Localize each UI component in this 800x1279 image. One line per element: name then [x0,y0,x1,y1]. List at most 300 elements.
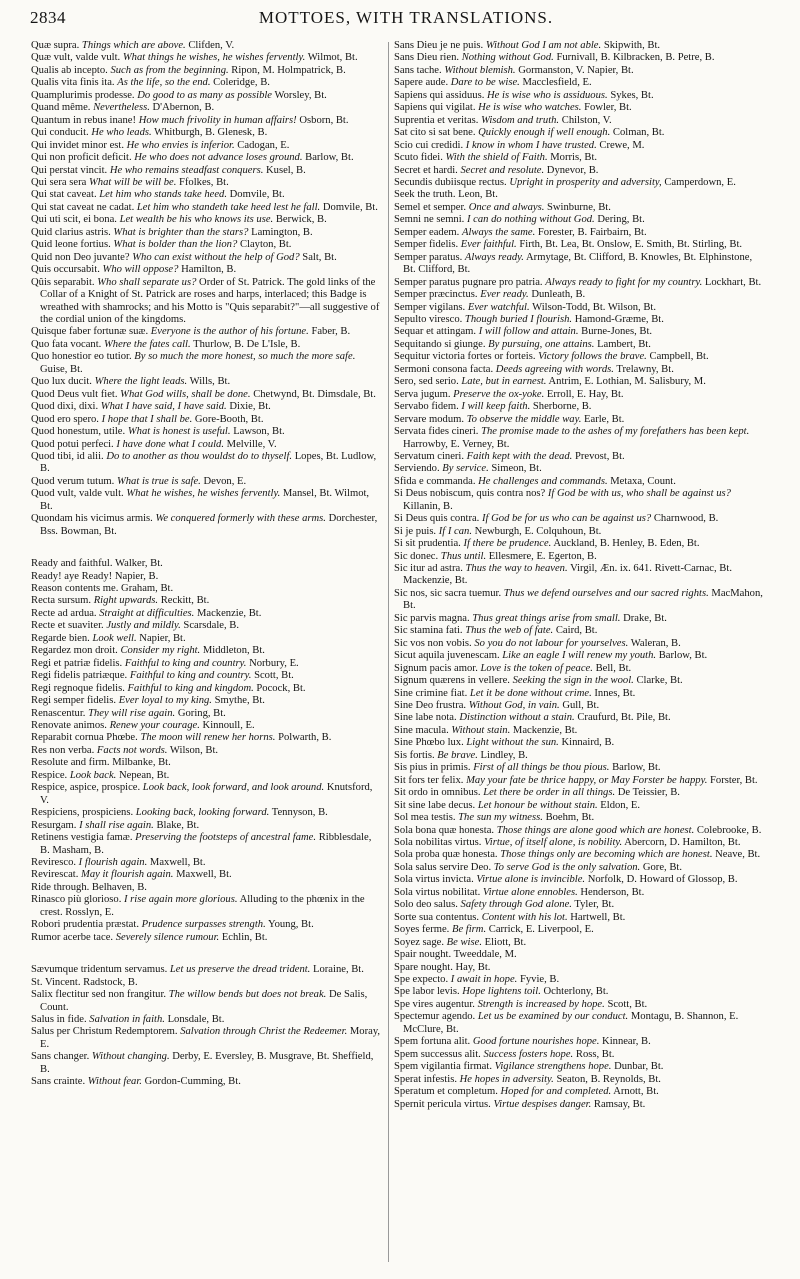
motto-text: Respice, aspice, prospice. [31,782,141,794]
motto-entry [31,989,382,1014]
motto-text: Quod Deus vult fiet. [31,388,118,400]
motto-entry [394,302,766,314]
motto-entry [394,90,766,102]
motto-holder: Antrim, E. Lothian, M. Salisbury, M. [548,376,706,388]
motto-holder: Berwick, B. [275,214,327,226]
motto-entry [394,700,766,712]
motto-holder: Barlow, Bt. [658,650,708,662]
motto-translation: Safety through God alone. [460,899,572,911]
motto-translation: Such as from the beginning. [110,64,229,76]
motto-translation: If there be prudence. [463,538,552,550]
motto-holder: Killanin, B. [403,500,453,512]
motto-entry [31,513,382,538]
motto-holder: Colebrooke, B. [696,824,762,836]
motto-entry [31,732,382,744]
motto-entry [31,595,382,607]
motto-translation: Thus the way to heaven. [465,563,568,575]
motto-text: Serva jugum. [394,388,451,400]
motto-holder: Leon, Bt. [458,189,498,201]
motto-entry [31,894,382,919]
motto-entry [31,77,382,89]
motto-holder: Young, Bt. [267,919,314,931]
motto-entry [394,165,766,177]
motto-text: Ride through. [31,881,90,893]
motto-translation: Distinction without a stain. [459,712,575,724]
motto-entry [31,770,382,782]
motto-translation: He is wise who watches. [478,102,582,114]
motto-translation: Hoped for and completed. [500,1086,612,1098]
motto-text: Sola bona quæ honesta. [394,824,495,836]
motto-entry [31,695,382,707]
motto-translation: He who envies is inferior. [126,139,235,151]
motto-holder: Chetwynd, Bt. Dimsdale, Bt. [253,388,376,400]
motto-entry [394,513,766,525]
motto-entry [394,538,766,550]
motto-holder: Eldon, E. [600,799,641,811]
motto-translation: By pursuing, one attains. [488,338,595,350]
motto-translation: I shall rise again. [79,819,154,831]
motto-entry [394,389,766,401]
motto-entry [394,1099,766,1111]
motto-text: Servatum cineri. [394,450,465,462]
column-divider [388,42,389,1262]
motto-entry [394,351,766,363]
motto-text: Sis pius in primis. [394,762,471,774]
motto-translation: Prudence surpasses strength. [141,919,266,931]
motto-text: Scio cui credidi. [394,139,464,151]
motto-translation: To serve God is the only salvation. [493,861,641,873]
motto-holder: Domvile, Bt. [229,189,285,201]
motto-translation: Faithful to king and country. [124,657,247,669]
motto-text: Serviendo. [394,463,440,475]
motto-holder: Lamington, B. [251,226,313,238]
motto-holder: Dering, Bt. [597,214,645,226]
motto-entry [31,401,382,413]
motto-text: Reason contents me. [31,583,119,595]
motto-text: Sapiens qui vigilat. [394,102,476,114]
motto-text: St. Vincent. [31,976,81,988]
motto-holder: Wilson-Todd, Bt. Wilson, Bt. [532,301,656,313]
motto-translation: Thus the web of fate. [465,625,554,637]
motto-text: Sequar et attingam. [394,326,477,338]
motto-text: Qui sera sera [31,176,87,188]
motto-entry [31,1051,382,1076]
motto-translation: Vigilance strengthens hope. [494,1061,612,1073]
motto-holder: Chilston, V. [561,114,612,126]
motto-entry [31,264,382,276]
motto-holder: Lockhart, Bt. [704,276,762,288]
motto-translation: I rise again more glorious. [124,894,238,906]
motto-translation: May your fate be thrice happy, or May Forster be happy. [466,774,708,786]
motto-text: Sans crainte. [31,1076,86,1088]
motto-translation: Consider my right. [120,645,201,657]
motto-translation: Dare to be wise. [450,77,520,89]
page-header [30,8,782,32]
motto-text: Spe vires augentur. [394,998,475,1010]
motto-holder: Alluding to the phœnix in the crest. Rosslyn, E. [40,894,365,918]
motto-translation: Nevertheless. [93,102,150,114]
motto-translation: He who remains steadfast conquers. [109,164,264,176]
motto-entry [394,563,766,588]
motto-holder: Barlow, Bt. [612,762,661,774]
motto-holder: Earle, Bt. [584,413,625,425]
motto-entry [31,414,382,426]
motto-translation: Who will oppose? [102,264,179,276]
motto-holder: Camperdown, E. [664,176,736,188]
motto-translation: I can do nothing without God. [466,214,595,226]
motto-holder: Wilmot, Bt. [307,52,358,64]
motto-holder: Kinnaird, B. [561,737,615,749]
motto-holder: Harrowby, E. Verney, Bt. [403,438,510,450]
motto-entry [31,782,382,807]
motto-entry [31,857,382,869]
motto-text: Sola salus servire Deo. [394,861,492,873]
motto-entry [31,326,382,338]
motto-entry [394,289,766,301]
motto-holder: Forster, Bt. [710,774,758,786]
motto-text: Sans tache. [394,64,442,76]
motto-text: Spem successus alit. [394,1048,481,1060]
motto-entry [394,675,766,687]
motto-holder: Scott, Bt. [607,998,648,1010]
motto-holder: Drake, Bt. [623,612,667,624]
motto-holder: Echlin, Bt. [221,931,268,943]
motto-text: Quæ vult, valde vult. [31,52,121,64]
motto-translation: What is honest is useful. [127,426,231,438]
motto-entry [31,227,382,239]
motto-translation: Hope lightens toil. [462,986,541,998]
motto-translation: Ever ready. [480,289,529,301]
motto-text: Quisque faber fortunæ suæ. [31,326,149,338]
motto-holder: Pocock, Bt. [256,682,306,694]
motto-translation: Faith kept with the dead. [466,450,573,462]
motto-holder: Moray, E. [40,1026,381,1050]
motto-holder: Morris, Bt. [550,152,598,164]
motto-translation: Where the fates call. [103,338,191,350]
motto-entry [394,476,766,488]
motto-entry [394,899,766,911]
motto-text: Scuto fidei. [394,152,443,164]
motto-holder: MacMahon, Bt. [403,587,763,612]
motto-translation: Do good to as many as possible [137,89,273,101]
motto-holder: Graham, Bt. [121,583,174,595]
motto-entry [31,1026,382,1051]
motto-translation: Secret and resolute. [460,164,545,176]
motto-holder: Swinburne, Bt. [547,201,611,213]
motto-holder: Henderson, Bt. [580,886,645,898]
motto-entry [394,862,766,874]
motto-text: Sero, sed serio. [394,376,459,388]
motto-text: Sequitur victoria fortes or forteis. [394,351,536,363]
motto-text: Sicut aquila juvenescam. [394,650,500,662]
motto-text: Sis fortis. [394,749,435,761]
motto-holder: Nepean, Bt. [118,769,170,781]
motto-translation: He challenges and commands. [478,475,608,487]
motto-text: Qui conducit. [31,127,89,139]
motto-holder: Faber, B. [311,326,351,338]
motto-entry [394,451,766,463]
motto-text: Ready! aye Ready! [31,570,113,582]
motto-text: Sine labe nota. [394,712,457,724]
motto-translation: Salvation through Christ the Redeemer. [180,1026,348,1038]
motto-text: Servare modum. [394,413,465,425]
motto-holder: Crewe, M. [599,139,645,151]
motto-entry [394,314,766,326]
motto-text: Qualis vita finis ita. [31,77,115,89]
motto-holder: Osborn, Bt. [299,114,349,126]
motto-translation: Everyone is the author of his fortune. [150,326,309,338]
motto-translation: Faithful to king and country. [129,670,252,682]
motto-entry [394,214,766,226]
motto-holder: Radstock, B. [83,976,138,988]
motto-translation: Where the light leads. [94,376,188,388]
motto-translation: Preserve the ox-yoke. [453,388,545,400]
right-column [394,40,766,1111]
motto-translation: Without changing. [91,1051,170,1063]
motto-text: Quod potui perfeci. [31,438,114,450]
motto-text: Sic itur ad astra. [394,563,463,575]
motto-text: Soyez sage. [394,936,445,948]
motto-holder: Polwarth, B. [278,732,332,744]
motto-holder: Ellesmere, E. Egerton, B. [488,550,597,562]
motto-translation: Preserving the footsteps of ancestral fame. [135,832,317,844]
motto-holder: Fowler, Bt. [584,102,632,114]
motto-holder: Auckland, B. Henley, B. Eden, Bt. [553,538,700,550]
motto-text: Servata fides cineri. [394,426,479,438]
motto-holder: Skipwith, Bt. [603,40,661,51]
motto-text: Sola proba quæ honesta. [394,849,498,861]
motto-text: Regarde bien. [31,632,90,644]
motto-text: Spem fortuna alit. [394,1036,471,1048]
motto-entry [394,1036,766,1048]
motto-text: Sfida e commanda. [394,475,476,487]
motto-entry [31,964,382,976]
motto-entry [31,832,382,857]
motto-text: Speratum et completum. [394,1086,498,1098]
motto-holder: Lawson, Bt. [233,426,285,438]
motto-holder: Ripon, M. Holmpatrick, B. [231,64,346,76]
motto-holder: Lindley, B. [480,749,528,761]
motto-text: Semper fidelis. [394,239,459,251]
motto-entry [394,825,766,837]
motto-text: Semni ne semni. [394,214,465,226]
motto-holder: Furnivall, B. Kilbracken, B. Petre, B. [556,52,715,64]
motto-text: Qui perstat vincit. [31,164,108,176]
motto-text: Renovate animos. [31,720,107,732]
motto-text: Semel et semper. [394,201,467,213]
motto-holder: Seaton, B. Reynolds, Bt. [556,1073,661,1085]
motto-text: Quid leone fortius. [31,239,111,251]
motto-holder: Ochterlony, Bt. [543,986,609,998]
motto-entry [394,650,766,662]
motto-entry [31,683,382,695]
motto-translation: Let there be order in all things. [483,787,616,799]
motto-text: Qui stat caveat ne cadat. [31,201,135,213]
motto-entry [31,40,382,52]
motto-text: Si Deus nobiscum, quis contra nos? [394,488,546,500]
motto-holder: Montagu, B. Shannon, E. McClure, Bt. [403,1011,739,1035]
motto-holder: Clifden, V. [188,40,235,51]
motto-holder: Walker, Bt. [114,558,163,570]
motto-text: Seek the truth. [394,189,456,201]
motto-text: Quis occursabit. [31,264,100,276]
motto-translation: If God be for us who can be against us? [482,513,652,525]
motto-entry [31,52,382,64]
motto-entry [31,177,382,189]
motto-holder: Boehm, Bt. [545,812,595,824]
motto-translation: Wisdom and truth. [481,114,560,126]
motto-holder: Scott, Bt. [254,670,294,682]
motto-entry [394,663,766,675]
motto-entry [31,376,382,388]
motto-entry [31,277,382,327]
motto-translation: By so much the more honest, so much the more safe. [134,351,356,363]
motto-entry [31,426,382,438]
motto-holder: Waleran, B. [630,637,681,649]
motto-entry [31,439,382,451]
motto-entry [31,152,382,164]
motto-text: Quo fata vocant. [31,338,102,350]
motto-entry [394,737,766,749]
motto-holder: Firth, Bt. Lea, Bt. Onslow, E. Smith, Bt. Stirling, Bt. [519,239,743,251]
motto-holder: Napier, Bt. [139,632,186,644]
motto-translation: Strength is increased by hope. [477,998,605,1010]
motto-holder: Caird, Bt. [555,625,598,637]
left-group-r [31,558,382,944]
motto-entry [31,65,382,77]
motto-holder: Tennyson, B. [271,807,328,819]
motto-translation: What he wishes, he wishes fervently. [126,488,281,500]
motto-translation: I hope that I shall be. [101,413,193,425]
motto-text: Qui non proficit deficit. [31,152,132,164]
motto-text: Quod vult, valde vult. [31,488,124,500]
motto-entry [394,364,766,376]
motto-holder: Melville, V. [226,438,277,450]
motto-translation: Be firm. [451,924,487,936]
motto-holder: Maxwell, Bt. [176,869,232,881]
motto-text: Spare nought. [394,961,453,973]
motto-translation: Be brave. [437,749,478,761]
motto-holder: Bell, Bt. [595,662,632,674]
motto-text: Quid non Deo juvante? [31,251,130,263]
motto-text: Resolute and firm. [31,757,110,769]
motto-translation: Without God, in vain. [468,700,560,712]
motto-holder: Ramsay, Bt. [593,1098,646,1110]
motto-translation: How much frivolity in human affairs! [138,114,297,126]
motto-text: Regi regnoque fidelis. [31,682,125,694]
motto-entry [31,202,382,214]
motto-entry [394,588,766,613]
motto-entry [31,608,382,620]
motto-entry [31,745,382,757]
motto-holder: Norbury, E. [249,657,299,669]
motto-translation: Like an eagle I will renew my youth. [502,650,657,662]
motto-entry [31,214,382,226]
motto-translation: Thus we defend ourselves and our sacred rights. [503,587,709,599]
motto-translation: Content with his lot. [481,911,568,923]
motto-holder: Charnwood, B. [653,513,719,525]
motto-translation: Without fear. [87,1076,142,1088]
motto-translation: By service. [442,463,489,475]
motto-entry [394,625,766,637]
motto-holder: Norfolk, D. Howard of Glossop, B. [587,874,738,886]
motto-translation: Who can exist without the help of God? [132,251,300,263]
motto-entry [394,52,766,64]
motto-translation: Look back. [69,769,117,781]
motto-holder: Worsley, Bt. [274,89,327,101]
motto-text: Sepulto viresco. [394,313,463,325]
motto-text: Semper præcinctus. [394,289,478,301]
motto-translation: We conquered formerly with these arms. [155,513,326,525]
motto-translation: What is bolder than the lion? [113,239,238,251]
motto-translation: So you do not labour for yourselves. [474,637,629,649]
motto-translation: Nothing without God. [461,52,554,64]
motto-translation: Ever watchful. [467,301,530,313]
right-group-s [394,40,766,1111]
motto-translation: With the shield of Faith. [445,152,548,164]
motto-text: Sans Dieu rien. [394,52,460,64]
motto-holder: Salt, Bt. [302,251,337,263]
motto-text: Sans Dieu je ne puis. [394,40,484,51]
motto-entry [31,339,382,351]
motto-entry [31,488,382,513]
motto-text: Secundis dubiisque rectus. [394,176,507,188]
motto-entry [31,140,382,152]
motto-entry [394,874,766,886]
motto-holder: Order of St. Patrick. The gold links of the Collar of a Knight of St. Patrick are roses and harps, interlaced; this Badge is wreathed with shamrocks; and his Motto is "Quis separabit?"—all suggestive of the cordial union of the kingdoms. [40,276,380,325]
motto-translation: Look well. [92,632,137,644]
motto-entry [394,688,766,700]
motto-holder: Loraine, Bt. [313,964,364,976]
motto-entry [394,115,766,127]
motto-entry [394,762,766,774]
motto-holder: Dunbar, Bt. [614,1061,664,1073]
motto-entry [394,65,766,77]
motto-translation: Good fortune nourishes hope. [472,1036,600,1048]
motto-translation: Let us be examined by our conduct. [477,1011,629,1023]
motto-holder: Hamond-Græme, Bt. [574,313,664,325]
motto-holder: Prevost, Bt. [574,450,625,462]
motto-entry [31,583,382,595]
motto-translation: Upright in prosperity and adversity, [509,176,662,188]
motto-entry [31,90,382,102]
motto-translation: What God wills, shall be done. [120,388,251,400]
motto-entry [31,932,382,944]
motto-translation: Let it be done without crime. [469,687,592,699]
motto-text: Respice. [31,769,68,781]
motto-text: Sic donec. [394,550,439,562]
motto-holder: Sherborne, B. [532,401,592,413]
motto-translation: Salvation in faith. [89,1013,165,1025]
motto-text: Sperat infestis. [394,1073,457,1085]
motto-translation: Renew your courage. [109,720,200,732]
motto-text: Salus in fide. [31,1013,87,1025]
motto-text: Spectemur agendo. [394,1011,476,1023]
motto-text: Ready and faithful. [31,558,113,570]
motto-holder: Sykes, Bt. [610,89,654,101]
motto-translation: Those things are alone good which are honest. [496,824,695,836]
motto-entry [394,613,766,625]
motto-holder: Kusel, B. [266,164,306,176]
motto-translation: What is brighter than the stars? [113,226,249,238]
motto-text: Sola virtus invicta. [394,874,474,886]
motto-holder: Hartwell, Bt. [570,911,626,923]
motto-translation: I will keep faith. [461,401,531,413]
motto-translation: He is wise who is assiduous. [487,89,608,101]
motto-holder: Barlow, Bt. [305,152,354,164]
motto-holder: Wilson, Bt. [169,744,219,756]
motto-translation: He hopes in adversity. [459,1073,554,1085]
